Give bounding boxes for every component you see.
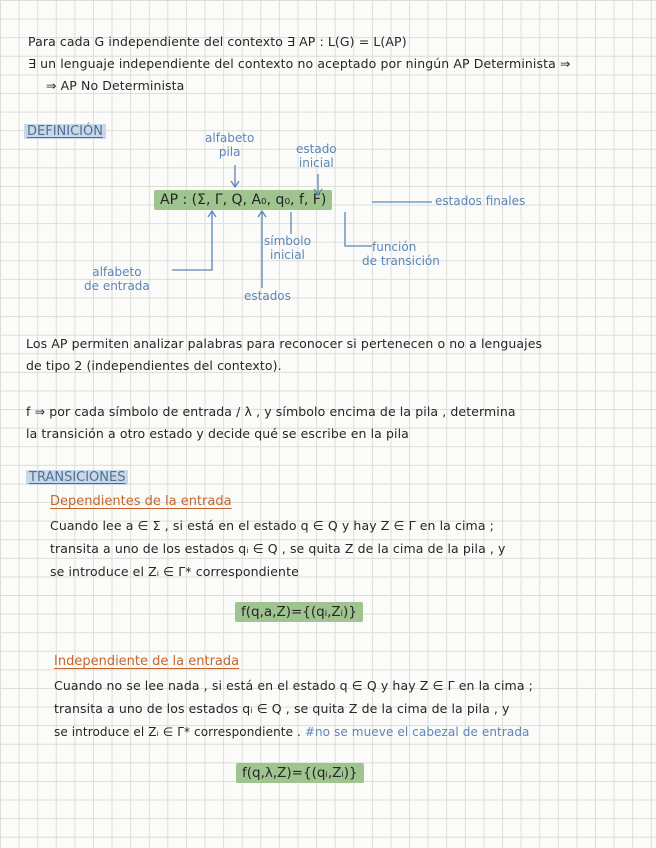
independientes-formula: f(q,λ,Z)={(qᵢ,Zᵢ)} xyxy=(236,763,364,783)
paragraph-f-line-1: f ⇒ por cada símbolo de entrada / λ , y símbolo encima de la pila , determina xyxy=(26,404,516,419)
label-estado-inicial: estado inicial xyxy=(296,142,337,170)
dependientes-heading: Dependientes de la entrada xyxy=(50,494,232,509)
independientes-note: #no se mueve el cabezal de entrada xyxy=(304,725,530,739)
transiciones-heading: TRANSICIONES xyxy=(26,470,128,485)
dependientes-line-3: se introduce el Zᵢ ∈ Γ* correspondiente xyxy=(50,564,299,579)
intro-line-3: ⇒ AP No Determinista xyxy=(46,78,185,93)
ap-definition-formula: AP : (Σ, Γ, Q, A₀, q₀, f, F) xyxy=(154,190,332,210)
label-alfabeto-entrada: alfabeto de entrada xyxy=(84,265,150,293)
label-estados: estados xyxy=(244,289,291,303)
label-alfabeto-pila: alfabeto pila xyxy=(205,131,255,159)
label-estados-finales: estados finales xyxy=(435,194,526,208)
independientes-heading: Independiente de la entrada xyxy=(54,654,240,669)
independientes-line-2: transita a uno de los estados qᵢ ∈ Q , se quita Z de la cima de la pila , y xyxy=(54,701,510,716)
independientes-line-3 xyxy=(54,724,530,740)
label-funcion-transicion: función de transición xyxy=(362,240,440,268)
definicion-heading: DEFINICIÓN xyxy=(24,124,106,139)
dependientes-formula: f(q,a,Z)={(qᵢ,Zᵢ)} xyxy=(235,602,363,622)
definition-arrows xyxy=(0,0,656,320)
dependientes-line-2: transita a uno de los estados qᵢ ∈ Q , se quita Z de la cima de la pila , y xyxy=(50,541,506,556)
label-simbolo-inicial: símbolo inicial xyxy=(264,234,311,262)
dependientes-line-1: Cuando lee a ∈ Σ , si está en el estado q ∈ Q y hay Z ∈ Γ en la cima ; xyxy=(50,518,494,533)
intro-line-2: ∃ un lenguaje independiente del contexto no aceptado por ningún AP Determinista ⇒ xyxy=(28,56,571,71)
paragraph-ap-line-2: de tipo 2 (independientes del contexto). xyxy=(26,358,282,373)
independientes-line-3-main: se introduce el Zᵢ ∈ Γ* correspondiente . xyxy=(54,725,301,739)
paragraph-ap-line-1: Los AP permiten analizar palabras para reconocer si pertenecen o no a lenguajes xyxy=(26,336,543,351)
paragraph-f-line-2: la transición a otro estado y decide qué se escribe en la pila xyxy=(26,426,409,441)
independientes-line-1: Cuando no se lee nada , si está en el estado q ∈ Q y hay Z ∈ Γ en la cima ; xyxy=(54,678,533,693)
intro-line-1: Para cada G independiente del contexto ∃ AP : L(G) = L(AP) xyxy=(28,34,407,49)
